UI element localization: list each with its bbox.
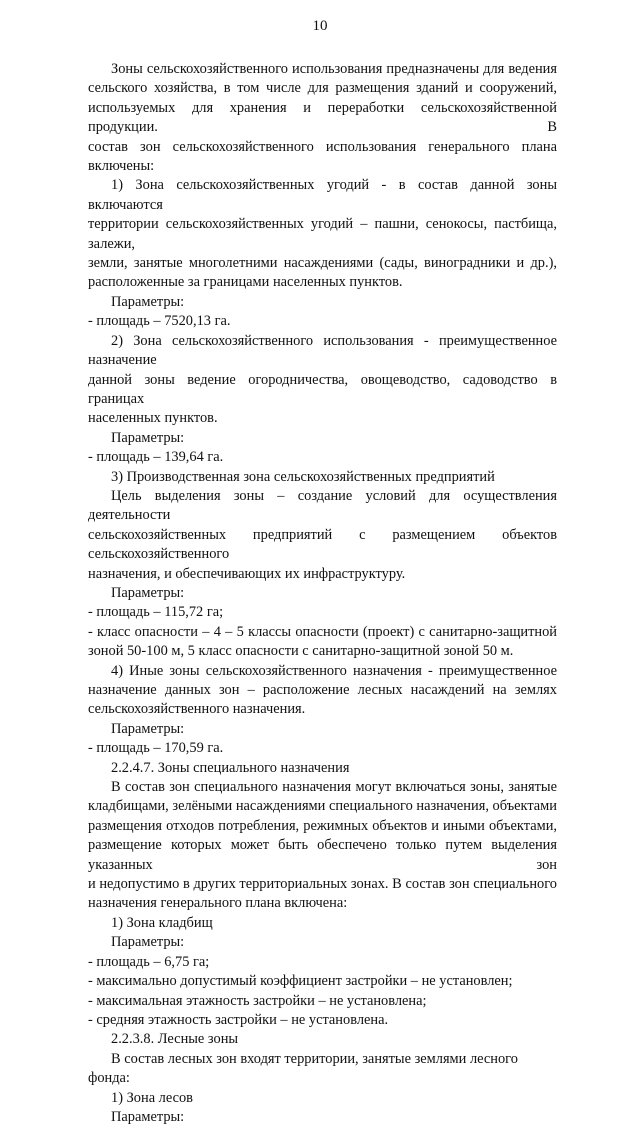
text-line: 1) Зона сельскохозяйственных угодий - в состав данной зоны включаются bbox=[88, 177, 557, 213]
text-line: расположенные за границами населенных пунктов. bbox=[88, 274, 403, 291]
text-line: сельскохозяйственных предприятий с размещением объектов сельскохозяйственного bbox=[88, 526, 557, 563]
text-line: назначения, и обеспечивающих их инфраструктуру. bbox=[88, 565, 406, 582]
text-line: и недопустимо в других территориальных зонах. В состав зон специального bbox=[88, 876, 557, 893]
text-line: населенных пунктов. bbox=[88, 410, 218, 427]
area-value: - площадь – 170,59 га. bbox=[88, 740, 224, 757]
document-body bbox=[88, 60, 557, 1127]
page-number: 10 bbox=[312, 18, 328, 34]
parameter-line: - средняя этажность застройки – не установлена. bbox=[88, 1011, 389, 1028]
text-line: сельского хозяйства, в том числе для размещения зданий и сооружений, bbox=[88, 80, 557, 97]
parameters-label: Параметры: bbox=[111, 934, 185, 951]
text-line: размещение которых может быть обеспечено только путем выделения указанных зон bbox=[88, 837, 557, 873]
area-value: - площадь – 115,72 га; bbox=[88, 604, 224, 621]
area-value: - площадь – 6,75 га; bbox=[88, 953, 210, 970]
text-line: - класс опасности – 4 – 5 классы опасности (проект) с санитарно-защитной bbox=[88, 623, 557, 640]
parameters-label: Параметры: bbox=[111, 584, 185, 601]
parameters-label: Параметры: bbox=[111, 720, 185, 737]
text-line: состав зон сельскохозяйственного использования генерального плана включены: bbox=[88, 138, 557, 175]
text-line: 4) Иные зоны сельскохозяйственного назначения - преимущественное bbox=[111, 662, 557, 679]
section-heading: 2.2.3.8. Лесные зоны bbox=[111, 1031, 239, 1048]
text-line: В состав лесных зон входят территории, занятые землями лесного фонда: bbox=[88, 1050, 518, 1087]
section-heading: 2.2.4.7. Зоны специального назначения bbox=[111, 759, 350, 776]
area-value: - площадь – 7520,13 га. bbox=[88, 313, 231, 330]
text-line: 3) Производственная зона сельскохозяйственных предприятий bbox=[111, 468, 495, 485]
text-line: Цель выделения зоны – создание условий для осуществления деятельности bbox=[88, 487, 557, 524]
text-line: зоной 50-100 м, 5 класс опасности с санитарно-защитной зоной 50 м. bbox=[88, 643, 514, 660]
text-line: размещения отходов потребления, режимных объектов и иными объектами, bbox=[88, 817, 557, 834]
text-line: Зоны сельскохозяйственного использования предназначены для ведения bbox=[111, 61, 557, 77]
zone-title: 1) Зона кладбищ bbox=[111, 914, 213, 931]
text-line: используемых для хранения и переработки сельскохозяйственной продукции. В bbox=[88, 99, 557, 136]
text-line: В состав зон специального назначения могут включаться зоны, занятые bbox=[111, 779, 557, 796]
parameter-line: - максимальная этажность застройки – не установлена; bbox=[88, 992, 427, 1009]
text-line: назначение данных зон – расположение лесных насаждений на землях bbox=[88, 682, 557, 698]
parameters-label: Параметры: bbox=[111, 1108, 185, 1125]
text-line: сельскохозяйственного назначения. bbox=[88, 701, 306, 718]
text-line: кладбищами, зелёными насаждениями специального назначения, объектами bbox=[88, 798, 557, 815]
text-line: территории сельскохозяйственных угодий – пашни, сенокосы, пастбища, залежи, bbox=[88, 216, 557, 252]
parameters-label: Параметры: bbox=[111, 293, 185, 310]
text-line: назначения генерального плана включена: bbox=[88, 895, 348, 912]
text-line: 2) Зона сельскохозяйственного использования - преимущественное назначение bbox=[88, 332, 557, 369]
text-line: земли, занятые многолетними насаждениями (сады, виноградники и др.), bbox=[88, 255, 557, 272]
text-line: данной зоны ведение огородничества, овощеводство, садоводство в границах bbox=[88, 371, 557, 407]
parameter-line: - максимально допустимый коэффициент застройки – не установлен; bbox=[88, 973, 513, 990]
zone-title: 1) Зона лесов bbox=[111, 1089, 193, 1106]
area-value: - площадь – 139,64 га. bbox=[88, 449, 224, 466]
parameters-label: Параметры: bbox=[111, 429, 185, 446]
